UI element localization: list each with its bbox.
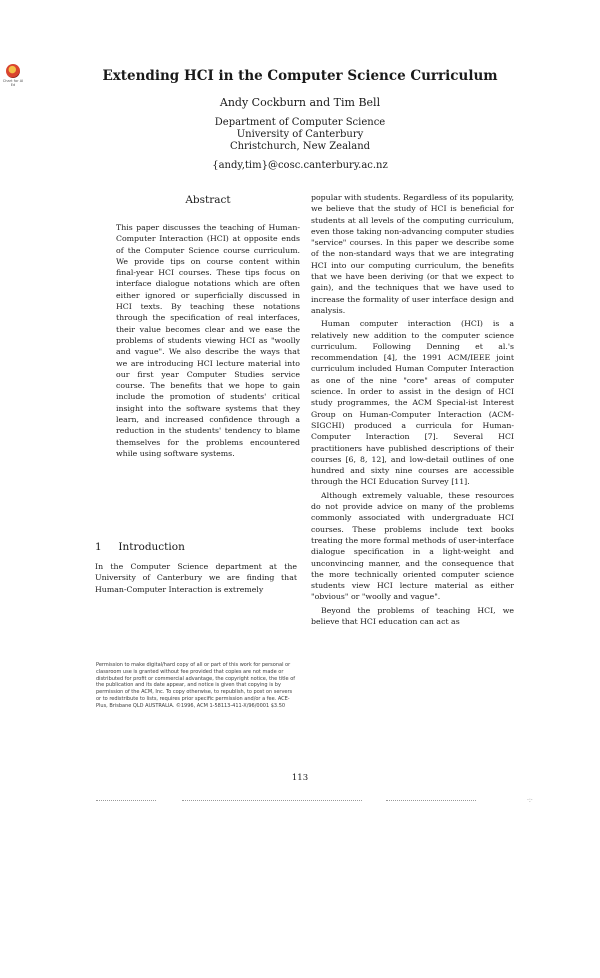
- author-affiliation: [0, 117, 600, 153]
- footer-divider: [182, 800, 362, 802]
- scan-mark: ·:·: [527, 797, 533, 804]
- logo-caption: Chart for AI Ed: [2, 79, 24, 87]
- introduction-text: In the Computer Science department at the University of Canterbury we are finding that Human-Computer Interaction is extremely: [95, 562, 297, 594]
- affiliation-city: Christchurch, New Zealand: [229, 141, 371, 152]
- section-heading: [95, 541, 295, 553]
- author-email: {andy,tim}@cosc.canterbury.ac.nz: [212, 160, 388, 171]
- permission-notice: Permission to make digital/hard copy of all or part of this work for personal or classroom use is granted without fee provided that copies are not made or distributed for profit or commercial advantage, the copyright notice, the title of the publication and its date appear, and notice is given that copying is by permission of the ACM, Inc. To copy otherwise, to republish, to post on servers or to redistribute to lists, requires prior specific permission and/or a fee. ACE-Plus, Brisbane QLD AUSTRALIA. ©1996, ACM 1-58113-411-X/96/0001 $3.50: [96, 662, 296, 709]
- footer-divider: [386, 800, 476, 802]
- abstract-text: This paper discusses the teaching of Human-Computer Interaction (HCI) at opposite ends of the Computer Science course curriculum. We provide tips on course content within final-year HCI courses. These tips focus on interface dialogue notations which are often either ignored or superficially discussed in HCI texts. By teaching these notations through the specification of real interfaces, their value becomes clear and we ease the problems of students viewing HCI as "woolly and vague". We also describe the ways that we are introducing HCI lecture material into our first year Computer Studies service course. The benefits that we hope to gain include the promotion of students' critical insight into the software systems that they learn, and increased confidence through a reduction in the students' tendency to blame themselves for the problems encountered while using software systems.: [116, 223, 300, 458]
- page-number: 113: [291, 773, 309, 783]
- section-number: 1: [95, 541, 102, 553]
- abstract-heading: Abstract: [185, 194, 231, 206]
- affiliation-department: Department of Computer Science: [214, 117, 386, 128]
- paper-authors: Andy Cockburn and Tim Bell: [219, 96, 381, 109]
- affiliation-university: University of Canterbury: [236, 129, 364, 140]
- paragraph: Beyond the problems of teaching HCI, we believe that HCI education can act as: [311, 605, 514, 626]
- footer-divider: [96, 800, 156, 802]
- section-title: Introduction: [118, 541, 185, 553]
- paragraph: Although extremely valuable, these resources do not provide advice on many of the problems commonly associated with undergraduate HCI courses. These problems include text books treating the more formal methods of user-interface dialogue specification in a light-weight and unconvincing manner, and the consequence that the more technically oriented computer science students view HCI lecture material as either "obvious" or "woolly and vague".: [311, 490, 514, 602]
- right-column: [311, 192, 514, 629]
- paragraph: Human computer interaction (HCI) is a relatively new addition to the computer science curriculum. Following Denning et al.'s recommendation [4], the 1991 ACM/IEEE joint curriculum included Human Computer Interaction as one of the nine "core" areas of computer science. In order to assist in the design of HCI study programmes, the ACM Special-ist Interest Group on Human-Computer Interaction (ACM-SIGCHI) produced a curricula for Human-Computer Interaction [7]. Several HCI practitioners have published descriptions of their courses [6, 8, 12], and low-detail outlines of one hundred and sixty nine courses are accessible through the HCI Education Survey [11].: [311, 319, 514, 487]
- paragraph: popular with students. Regardless of its popularity, we believe that the study of HCI is beneficial for students at all levels of the computing curriculum, even those taking non-advancing computer studies "service" courses. In this paper we describe some of the non-standard ways that we are integrating HCI into our computing curriculum, the benefits that we have been deriving (or that we expect to gain), and the techniques that we have used to increase the formality of user interface design and analysis.: [311, 193, 514, 315]
- paper-title: Extending HCI in the Computer Science Curriculum: [102, 68, 498, 84]
